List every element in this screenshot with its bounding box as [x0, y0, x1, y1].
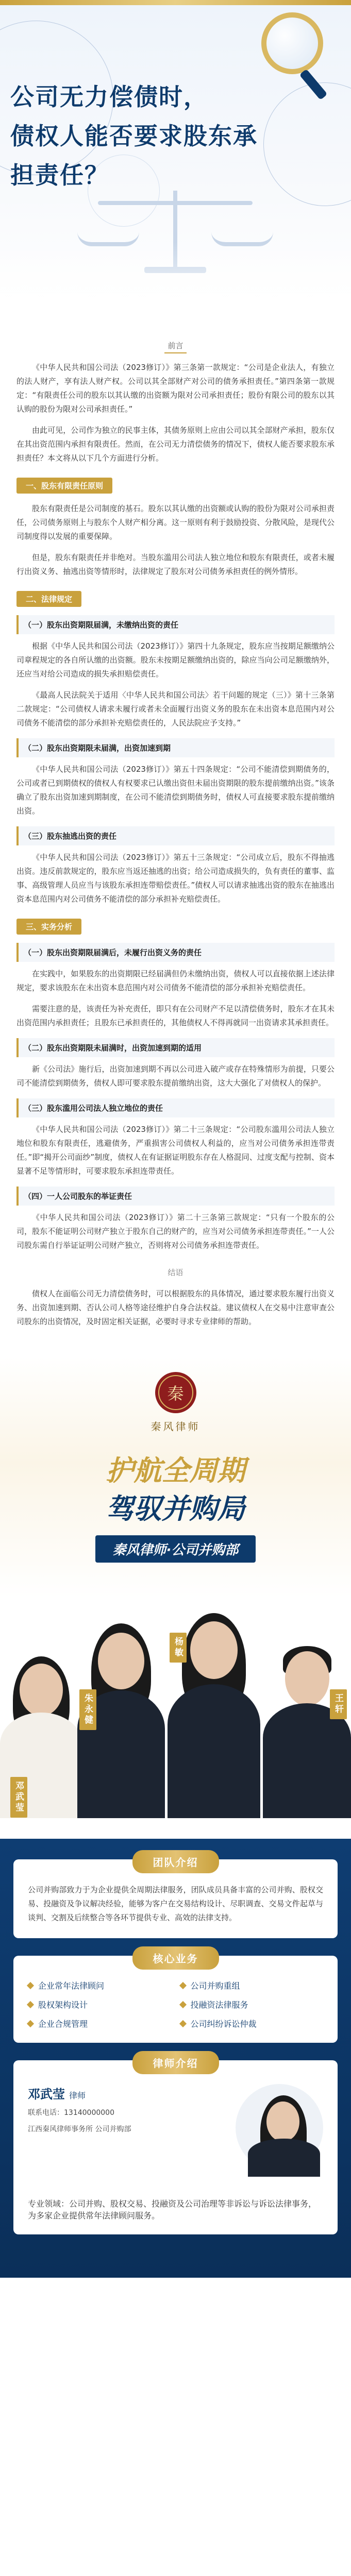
sub-heading: （一）股东出资期限届满，未缴纳出资的责任: [16, 615, 335, 634]
diamond-bullet-icon: [27, 2020, 34, 2027]
business-item: 投融资法律服务: [180, 1998, 324, 2010]
section-tag: 三、实务分析: [16, 919, 335, 935]
business-card: [13, 1953, 338, 2043]
team-card: [13, 1856, 338, 1938]
paragraph: 但是，股东有限责任并非绝对。当股东滥用公司法人独立地位和股东有限责任，或者未履行出资义务、抽逃出资等情形时，法律规定了股东对公司债务承担责任的例外情形。: [16, 553, 335, 576]
lawyer-name-tag: 王轩: [330, 1689, 347, 1719]
top-gold-bar: [0, 0, 351, 5]
lawyer-portrait: [263, 1633, 351, 1818]
firm-logo: [0, 1372, 351, 1433]
hero-banner: [0, 0, 351, 319]
section-tag: 二、法律规定: [16, 591, 335, 607]
paragraph: 新《公司法》施行后，出资加速到期不再以公司进入破产或存在特殊情形为前提，只要公司不能清偿到期债务，债权人即可要求股东提前缴纳出资，这大大强化了对债权人的保护。: [16, 1064, 335, 1088]
paragraph: 《最高人民法院关于适用〈中华人民共和国公司法〉若干问题的规定（三）》第十三条第二款规定：“公司债权人请求未履行或者未全面履行出资义务的股东在未出资本息范围内对公司债务不能清偿的部分承担补充赔偿责任的，人民法院应予支持。”: [16, 690, 335, 727]
paragraph: 《中华人民共和国公司法（2023修订）》第二十三条规定：“公司股东滥用公司法人独立地位和股东有限责任，逃避债务，严重损害公司债权人利益的，应当对公司债务承担连带责任。”即“揭开公司面纱”制度，债权人在有证据证明股东存在人格混同、过度支配与控制、资本显著不足等情形时，可要求股东承担连带责任。: [16, 1125, 335, 1176]
business-item: 公司并购重组: [180, 1979, 324, 1991]
paragraph: 在实践中，如果股东的出资期限已经届满但仍未缴纳出资，债权人可以直接依据上述法律规定，要求该股东在未出资本息范围内对公司债务不能清偿的部分承担补充赔偿责任。: [16, 969, 335, 992]
team-description: 公司并购部致力于为企业提供全周期法律服务，团队成员具备丰富的公司并购、股权交易、投融资及争议解决经验，能够为客户在交易结构设计、尽职调查、交易文件起草与谈判、交割及后续整合等各环节提供专业、高效的法律支持。: [28, 1885, 323, 1922]
info-cards: [0, 1839, 351, 2278]
sub-heading: （四）一人公司股东的举证责任: [16, 1187, 335, 1206]
intro-label: 前言: [16, 340, 335, 353]
article-body: [0, 319, 351, 1346]
phone-row: 联系电话：13140000000: [28, 2109, 114, 2117]
card-title: 团队介绍: [132, 1850, 219, 1873]
promo-title-line: 护航全周期: [106, 1454, 245, 1487]
business-item: 股权架构设计: [28, 1998, 171, 2010]
lawyer-portrait: [0, 1648, 82, 1818]
lawyer-position: 律师: [69, 2091, 86, 2100]
paragraph: 债权人在面临公司无力清偿债务时，可以根据股东的具体情况，通过要求股东履行出资义务、出资加速到期、否认公司人格等途径维护自身合法权益。建议债权人在交易中注意审查公司股东的出资情况，及时固定相关证据，必要时寻求专业律师的帮助。: [16, 1289, 335, 1326]
diamond-bullet-icon: [179, 1981, 186, 1989]
lawyer-name-tag: 杨敏: [170, 1633, 187, 1663]
section-tag: 一、股东有限责任原则: [16, 478, 335, 494]
paragraph: 《中华人民共和国公司法（2023修订）》第三条第一款规定：“公司是企业法人，有独立的法人财产，享有法人财产权。公司以其全部财产对公司的债务承担责任。”第四条第一款规定：“有限责任公司的股东以其认缴的出资额为限对公司承担责任；股份有限公司的股东以其认购的股份为限对公司承担责任。”: [16, 363, 335, 414]
firm-promo: [0, 1357, 351, 1839]
logo-text: 秦风律师: [151, 1420, 200, 1433]
hero-title-line: 担责任？: [10, 161, 109, 189]
sub-heading: （二）股东出资期限未届满，出资加速到期: [16, 738, 335, 757]
closing-label: 结语: [168, 1268, 183, 1277]
lawyer-portrait: [77, 1612, 165, 1818]
business-item: 企业常年法律顾问: [28, 1979, 171, 1991]
phone-number[interactable]: 13140000000: [64, 2109, 114, 2117]
diamond-bullet-icon: [27, 2001, 34, 2008]
diamond-bullet-icon: [179, 2001, 186, 2008]
promo-title-line: 驾驭并购局: [106, 1493, 245, 1525]
lawyer-name-tag: 朱永健: [79, 1689, 96, 1730]
firm-affiliation: 江西秦风律师事务所 公司并购部: [28, 2125, 131, 2133]
lawyer-photo: [236, 2084, 323, 2197]
lawyer-portrait: [168, 1602, 260, 1818]
lawyer-group-photo: [0, 1576, 351, 1818]
business-item: 企业合规管理: [28, 2018, 171, 2029]
hero-title-line: 债权人能否要求股东承: [10, 122, 258, 150]
lawyer-bio: 专业领域：公司并购、股权交易、投融资及公司治理等非诉讼与诉讼法律事务，为多家企业提供常年法律顾问服务。: [28, 2199, 317, 2221]
paragraph: 股东有限责任是公司制度的基石。股东以其认缴的出资额或认购的股份为限对公司承担责任，公司债务原则上与股东个人财产相分离。这一原则有利于鼓励投资、分散风险，是现代公司制度得以发展的重要保障。: [16, 504, 335, 541]
promo-subtitle: 秦风律师·公司并购部: [0, 1535, 351, 1563]
card-title: 核心业务: [132, 1946, 219, 1970]
paragraph: 根据《中华人民共和国公司法（2023修订）》第四十九条规定，股东应当按期足额缴纳公司章程规定的各自所认缴的出资额。股东未按期足额缴纳出资的，除应当向公司足额缴纳外，还应当对给公司造成的损失承担赔偿责任。: [16, 641, 335, 679]
card-title: 律师介绍: [132, 2051, 219, 2074]
sub-heading: （三）股东滥用公司法人独立地位的责任: [16, 1098, 335, 1117]
lawyer-name-tag: 邓武莹: [10, 1777, 27, 1818]
diamond-bullet-icon: [179, 2020, 186, 2027]
business-item: 公司纠纷诉讼仲裁: [180, 2018, 324, 2029]
sub-heading: （三）股东抽逃出资的责任: [16, 826, 335, 845]
paragraph: 《中华人民共和国公司法（2023修订）》第二十三条第三款规定：“只有一个股东的公司，股东不能证明公司财产独立于股东自己的财产的，应当对公司债务承担连带责任。”一人公司股东需自行举证证明公司财产独立，否则将对公司债务承担连带责任。: [16, 1213, 335, 1250]
hero-title-line: 公司无力偿债时，: [10, 83, 208, 111]
sub-heading: （一）股东出资期限届满后，未履行出资义务的责任: [16, 943, 335, 962]
paragraph: 需要注意的是，该责任为补充责任，即只有在公司财产不足以清偿债务时，股东才在其未出资范围内承担责任；且股东已承担责任的，其他债权人不得再就同一出资请求其承担责任。: [16, 1004, 335, 1027]
paragraph: 《中华人民共和国公司法（2023修订）》第五十四条规定：“公司不能清偿到期债务的，公司或者已到期债权的债权人有权要求已认缴出资但未届出资期限的股东提前缴纳出资。”该条确立了股东出资加速到期制度，在公司不能清偿到期债务时，债权人可直接要求股东提前缴纳出资。: [16, 765, 335, 816]
sub-heading: （二）股东出资期限未届满时，出资加速到期的适用: [16, 1038, 335, 1057]
paragraph: 由此可见，公司作为独立的民事主体，其债务原则上应由公司以其全部财产承担，股东仅在其出资范围内承担有限责任。然而，在公司无力清偿债务的情况下，债权人能否要求股东承担责任？本文将从以下几个方面进行分析。: [16, 426, 335, 463]
lawyer-card: [13, 2057, 338, 2234]
diamond-bullet-icon: [27, 1981, 34, 1989]
seal-icon: 秦: [155, 1372, 196, 1413]
paragraph: 《中华人民共和国公司法（2023修订）》第五十三条规定：“公司成立后，股东不得抽逃出资。违反前款规定的，股东应当返还抽逃的出资；给公司造成损失的，负有责任的董事、监事、高级管理人员应当与该股东承担连带赔偿责任。”债权人可以请求抽逃出资的股东在抽逃出资本息范围内对公司债务不能清偿的部分承担补充赔偿责任。: [16, 853, 335, 904]
lawyer-name: 邓武莹 律师: [28, 2087, 86, 2102]
business-list: [28, 1979, 323, 2029]
promo-title: [0, 1452, 351, 1528]
